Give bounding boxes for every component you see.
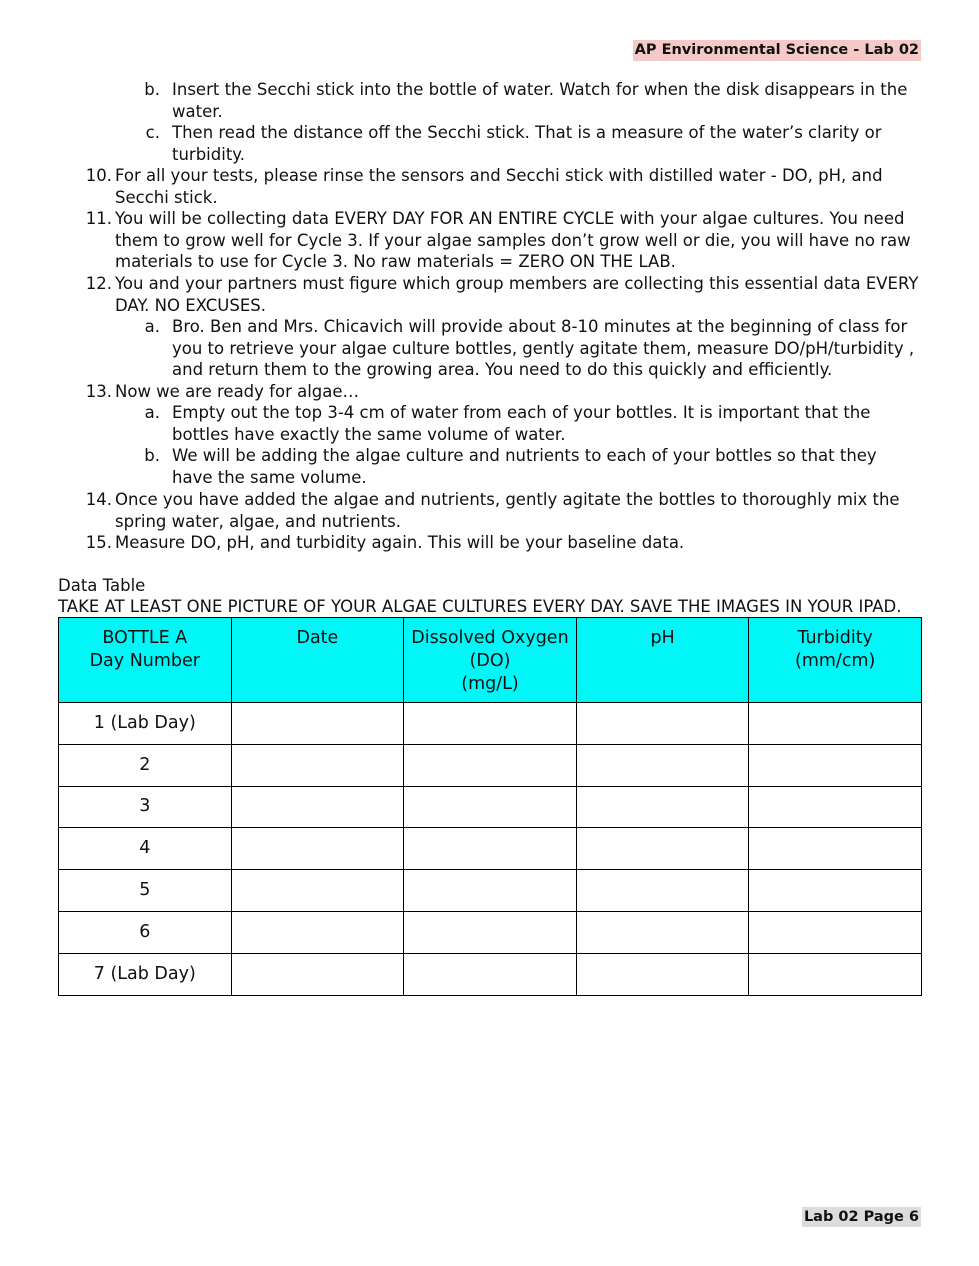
do-cell[interactable] [404,744,577,786]
list-marker: c. [145,123,160,142]
instruction-15 [85,532,923,554]
data-table [58,617,922,996]
date-cell[interactable] [231,828,404,870]
instruction-10 [85,165,923,208]
date-cell[interactable] [231,870,404,912]
table-row [59,786,922,828]
list-marker: 15. [85,533,112,552]
instruction-12 [85,273,923,316]
instruction-9b [144,79,920,122]
header-line: BOTTLE A [102,628,188,648]
table-row [59,744,922,786]
instruction-13a [144,402,920,445]
ph-cell[interactable] [576,744,749,786]
instruction-9c [145,122,920,165]
do-cell[interactable] [404,786,577,828]
list-marker: 13. [85,382,112,401]
instruction-text: We will be adding the algae culture and nutrients to each of your bottles so that they have the same volume. [172,446,877,487]
instruction-14 [85,489,923,532]
instruction-text: Now we are ready for algae… [115,382,360,401]
table-row [59,953,922,995]
turbidity-cell[interactable] [749,744,922,786]
list-marker: 11. [85,209,112,228]
list-marker: b. [144,446,160,465]
day-cell: 3 [59,786,232,828]
instruction-text: Empty out the top 3-4 cm of water from each of your bottles. It is important that the bottles have exactly the same volume of water. [172,403,871,444]
ph-cell[interactable] [576,870,749,912]
ph-cell[interactable] [576,953,749,995]
do-cell[interactable] [404,828,577,870]
list-marker: 10. [85,166,112,185]
list-marker: a. [144,403,160,422]
turbidity-cell[interactable] [749,828,922,870]
date-cell[interactable] [231,953,404,995]
instruction-12a [144,316,920,381]
do-cell[interactable] [404,953,577,995]
data-table-instruction: TAKE AT LEAST ONE PICTURE OF YOUR ALGAE CULTURES EVERY DAY. SAVE THE IMAGES IN YOUR IPAD. [58,597,902,616]
instruction-text: Insert the Secchi stick into the bottle of water. Watch for when the disk disappears in the water. [172,80,908,121]
header-turbidity [749,618,922,703]
date-cell[interactable] [231,786,404,828]
instruction-11 [85,208,923,273]
instruction-text: You will be collecting data EVERY DAY FOR AN ENTIRE CYCLE with your algae cultures. You need them to grow well for Cycle 3. If your algae samples don’t grow well or die, you will have no raw materials to use for Cycle 3. No raw materials = ZERO ON THE LAB. [115,209,911,272]
header-line: Dissolved Oxygen [411,628,569,648]
table-header-row [59,618,922,703]
header-line: Day Number [89,651,200,671]
day-cell: 7 (Lab Day) [59,953,232,995]
day-cell: 2 [59,744,232,786]
instruction-text: Then read the distance off the Secchi stick. That is a measure of the water’s clarity or turbidity. [172,123,882,164]
header-line: (mg/L) [461,674,519,694]
instruction-text: Bro. Ben and Mrs. Chicavich will provide about 8-10 minutes at the beginning of class for you to retrieve your algae culture bottles, gently agitate them, measure DO/pH/turbidity , and return them to the growing area. You need to do this quickly and efficiently. [172,317,915,380]
day-cell: 6 [59,911,232,953]
header-bottle-day [59,618,232,703]
date-cell[interactable] [231,911,404,953]
header-ph [576,618,749,703]
date-cell[interactable] [231,744,404,786]
do-cell[interactable] [404,870,577,912]
turbidity-cell[interactable] [749,786,922,828]
turbidity-cell[interactable] [749,911,922,953]
header-line: Date [296,628,339,648]
instruction-13b [144,445,920,488]
ph-cell[interactable] [576,786,749,828]
ph-cell[interactable] [576,828,749,870]
header-line: Turbidity [797,628,873,648]
day-cell: 5 [59,870,232,912]
do-cell[interactable] [404,703,577,745]
list-marker: 14. [85,490,112,509]
turbidity-cell[interactable] [749,870,922,912]
day-cell: 1 (Lab Day) [59,703,232,745]
date-cell[interactable] [231,703,404,745]
list-marker: a. [144,317,160,336]
turbidity-cell[interactable] [749,953,922,995]
instruction-text: For all your tests, please rinse the sensors and Secchi stick with distilled water - DO, pH, and Secchi stick. [115,166,883,207]
ph-cell[interactable] [576,703,749,745]
table-row [59,703,922,745]
header-line: pH [650,628,675,648]
header-line: (DO) [469,651,511,671]
turbidity-cell[interactable] [749,703,922,745]
list-marker: 12. [85,274,112,293]
page-footer: Lab 02 Page 6 [803,1209,919,1225]
table-row [59,870,922,912]
table-row [59,911,922,953]
header-line: (mm/cm) [795,651,876,671]
ph-cell[interactable] [576,911,749,953]
data-table-caption: Data Table [58,576,146,595]
instruction-text: Once you have added the algae and nutrients, gently agitate the bottles to thoroughly mix the spring water, algae, and nutrients. [115,490,900,531]
document-header: AP Environmental Science - Lab 02 [633,40,921,61]
list-marker: b. [144,80,160,99]
do-cell[interactable] [404,911,577,953]
table-row [59,828,922,870]
instruction-13 [85,381,923,403]
header-date [231,618,404,703]
day-cell: 4 [59,828,232,870]
header-dissolved-oxygen [404,618,577,703]
instruction-text: Measure DO, pH, and turbidity again. This will be your baseline data. [115,533,685,552]
instruction-text: You and your partners must figure which group members are collecting this essential data EVERY DAY. NO EXCUSES. [115,274,919,315]
